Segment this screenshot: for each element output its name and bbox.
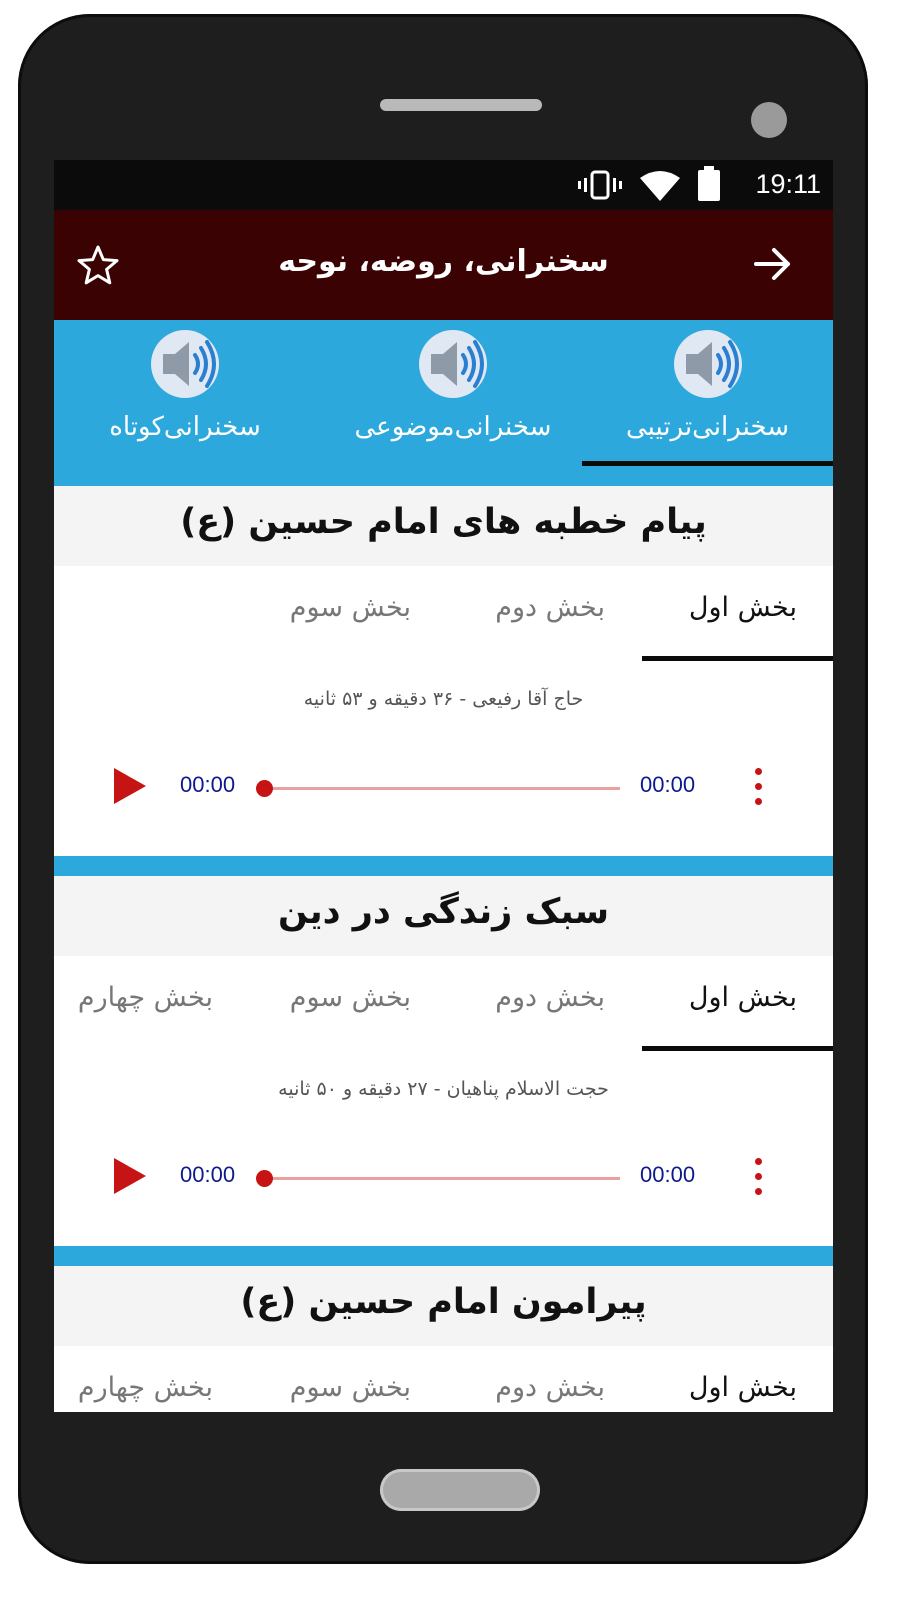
more-vert-icon-dot [755, 783, 762, 790]
card-header [54, 486, 833, 566]
active-part-indicator [642, 656, 833, 661]
card-title: سبک زندگی در دین [277, 892, 610, 932]
part-tab-1[interactable]: بخش اول [688, 592, 797, 623]
category-tab-bar [54, 320, 833, 466]
more-vert-icon [755, 1158, 762, 1165]
speaker-icon [672, 328, 744, 404]
card-header [54, 876, 833, 956]
play-button[interactable] [112, 766, 148, 810]
tab-label: سخنرانی‌ترتیبی [625, 412, 790, 442]
more-options-button[interactable] [752, 1158, 766, 1198]
part-tab-bar [54, 956, 833, 1052]
status-clock: 19:11 [755, 169, 821, 199]
seek-handle[interactable] [256, 780, 273, 797]
part-tab-3[interactable]: بخش سوم [289, 592, 411, 623]
part-tab-2[interactable]: بخش دوم [495, 592, 605, 623]
part-tab-bar [54, 1346, 833, 1412]
duration-time: 00:00 [640, 1162, 696, 1187]
elapsed-time: 00:00 [180, 1162, 236, 1187]
card-header [54, 1266, 833, 1346]
part-tab-2[interactable]: بخش دوم [495, 982, 605, 1013]
more-vert-icon-dot [755, 1173, 762, 1180]
wifi-icon [638, 170, 682, 206]
part-tab-bar [54, 566, 833, 662]
active-part-indicator [642, 1046, 833, 1051]
earpiece-speaker [380, 99, 542, 111]
seek-bar[interactable] [264, 1177, 620, 1180]
app-bar [54, 210, 833, 320]
speaker-icon [149, 328, 221, 404]
part-tab-4[interactable]: بخش چهارم [77, 982, 213, 1013]
lecture-card [54, 486, 833, 856]
home-button[interactable] [380, 1469, 540, 1511]
active-tab-indicator [582, 461, 833, 466]
lecture-card [54, 876, 833, 1246]
part-tab-4[interactable]: بخش چهارم [77, 1372, 213, 1403]
more-options-button[interactable] [752, 768, 766, 808]
status-bar [54, 160, 833, 210]
seek-bar[interactable] [264, 787, 620, 790]
part-tab-2[interactable]: بخش دوم [495, 1372, 605, 1403]
duration-time: 00:00 [640, 772, 696, 797]
lecture-info: حاج آقا رفیعی - ۳۶ دقیقه و ۵۳ ثانیه [303, 688, 584, 710]
more-vert-icon-dot [755, 1188, 762, 1195]
audio-player [54, 756, 833, 816]
part-tab-1[interactable]: بخش اول [688, 1372, 797, 1403]
back-button[interactable] [753, 246, 793, 286]
elapsed-time: 00:00 [180, 772, 236, 797]
tab-topical-lectures[interactable] [324, 320, 582, 466]
more-vert-icon-dot [755, 798, 762, 805]
arrow-right-icon [753, 246, 793, 282]
vibrate-icon [576, 170, 624, 204]
speaker-icon [417, 328, 489, 404]
play-icon [112, 766, 148, 806]
play-icon [112, 1156, 148, 1196]
card-title: پیام خطبه های امام حسین (ع) [180, 502, 707, 542]
part-tab-3[interactable]: بخش سوم [289, 1372, 411, 1403]
part-tab-3[interactable]: بخش سوم [289, 982, 411, 1013]
lecture-info: حجت الاسلام پناهیان - ۲۷ دقیقه و ۵۰ ثانیه [278, 1078, 609, 1100]
audio-player [54, 1146, 833, 1206]
tab-sequential-lectures[interactable] [582, 320, 833, 466]
app-screen [54, 160, 833, 1412]
tab-label: سخنرانی‌موضوعی [354, 412, 552, 442]
play-button[interactable] [112, 1156, 148, 1200]
more-vert-icon [755, 768, 762, 775]
seek-handle[interactable] [256, 1170, 273, 1187]
tab-label: سخنرانی‌کوتاه [109, 412, 261, 442]
card-title: پیرامون امام حسین (ع) [240, 1282, 647, 1322]
tab-short-lectures[interactable] [54, 320, 316, 466]
part-tab-1[interactable]: بخش اول [688, 982, 797, 1013]
page-title: سخنرانی، روضه، نوحه [278, 244, 609, 279]
lecture-card [54, 1266, 833, 1412]
battery-icon [696, 166, 722, 206]
front-camera [751, 102, 787, 138]
